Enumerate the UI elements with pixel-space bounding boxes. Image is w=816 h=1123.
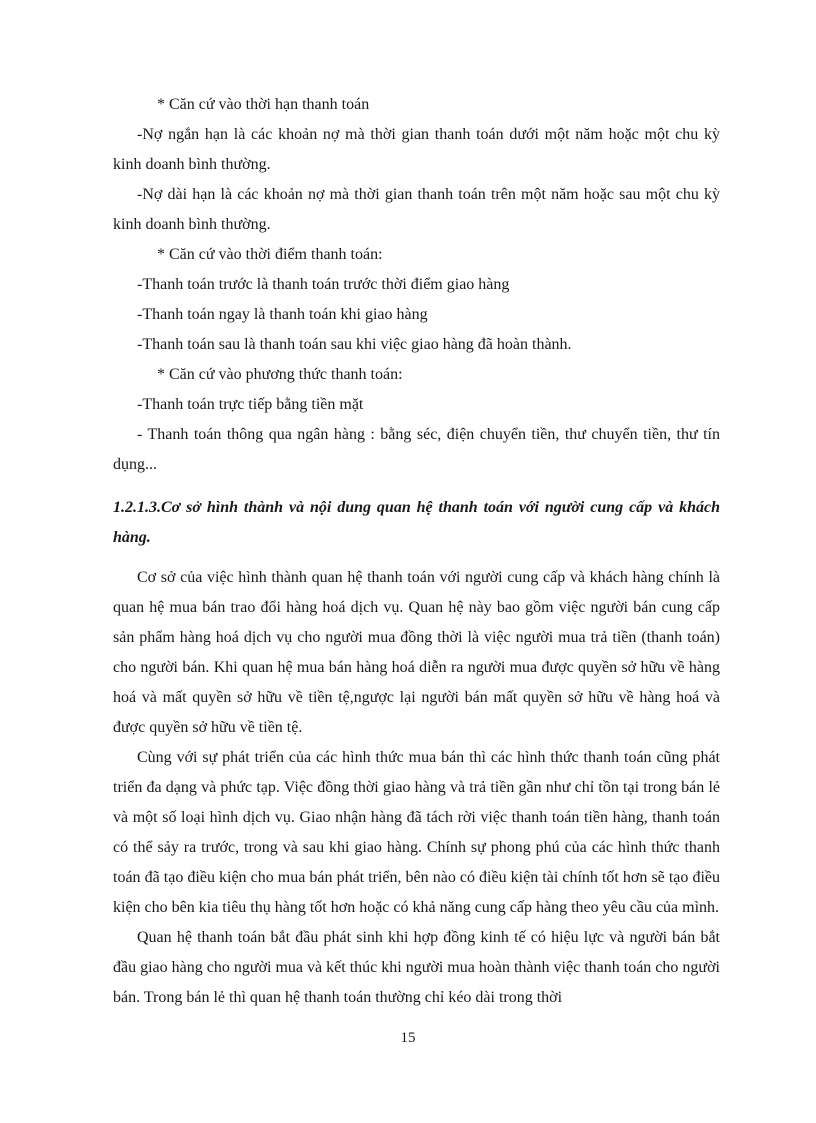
body-paragraph: Cơ sở của việc hình thành quan hệ thanh toán với người cung cấp và khách hàng chính là quan hệ mua bán trao đổi hàng hoá dịch vụ. Quan hệ này bao gồm việc người bán cung cấp sản phẩm hàng hoá dịch vụ cho người mua đồng thời là việc người mua trả tiền (thanh toán) cho người bán. Khi quan hệ mua bán hàng hoá diễn ra người mua được quyền sở hữu về hàng hoá và mất quyền sở hữu về tiền tệ,ngược lại người bán mất quyền sở hữu về hàng hoá và được quyền sở hữu về tiền tệ. bbox=[113, 569, 720, 736]
direct-cash-item: -Thanh toán trực tiếp bằng tiền mặt bbox=[137, 396, 364, 413]
short-term-debt-item: -Nợ ngắn hạn là các khoản nợ mà thời gian thanh toán dưới một năm hoặc một chu kỳ kinh doanh bình thường. bbox=[113, 126, 720, 173]
body-paragraph: Cùng với sự phát triển của các hình thức mua bán thì các hình thức thanh toán cũng phát triển đa dạng và phức tạp. Việc đồng thời giao hàng và trả tiền gần như chỉ tồn tại trong bán lẻ và một số loại hình dịch vụ. Giao nhận hàng đã tách rời việc thanh toán tiền hàng, thanh toán có thể sảy ra trước, trong và sau khi giao hàng. Chính sự phong phú của các hình thức thanh toán đã tạo điều kiện cho mua bán phát triển, bên nào có điều kiện tài chính tốt hơn sẽ tạo điều kiện cho bên kia tiêu thụ hàng tốt hơn hoặc có khả năng cung cấp hàng theo yêu cầu của mình. bbox=[113, 749, 720, 916]
pay-after-item: -Thanh toán sau là thanh toán sau khi việc giao hàng đã hoàn thành. bbox=[137, 336, 572, 353]
pay-before-item: -Thanh toán trước là thanh toán trước thời điểm giao hàng bbox=[137, 276, 510, 293]
page-content bbox=[113, 90, 720, 1013]
pay-now-item: -Thanh toán ngay là thanh toán khi giao hàng bbox=[137, 306, 428, 323]
bank-payment-item: - Thanh toán thông qua ngân hàng : bằng séc, điện chuyển tiền, thư chuyển tiền, thư tín dụng... bbox=[113, 426, 720, 473]
basis-method-heading: * Căn cứ vào phương thức thanh toán: bbox=[157, 366, 403, 383]
long-term-debt-item: -Nợ dài hạn là các khoản nợ mà thời gian thanh toán trên một năm hoặc sau một chu kỳ kinh doanh bình thường. bbox=[113, 186, 720, 233]
basis-time-heading: * Căn cứ vào thời điểm thanh toán: bbox=[157, 246, 383, 263]
section-heading: 1.2.1.3.Cơ sở hình thành và nội dung quan hệ thanh toán với người cung cấp và khách hàng. bbox=[113, 499, 720, 546]
body-paragraph: Quan hệ thanh toán bắt đầu phát sinh khi hợp đồng kinh tế có hiệu lực và người bán bắt đầu giao hàng cho người mua và kết thúc khi người mua hoàn thành việc thanh toán cho người bán. Trong bán lẻ thì quan hệ thanh toán thường chỉ kéo dài trong thời bbox=[113, 929, 720, 1006]
page-number: 15 bbox=[400, 1030, 416, 1046]
basis-term-heading: * Căn cứ vào thời hạn thanh toán bbox=[157, 96, 370, 113]
